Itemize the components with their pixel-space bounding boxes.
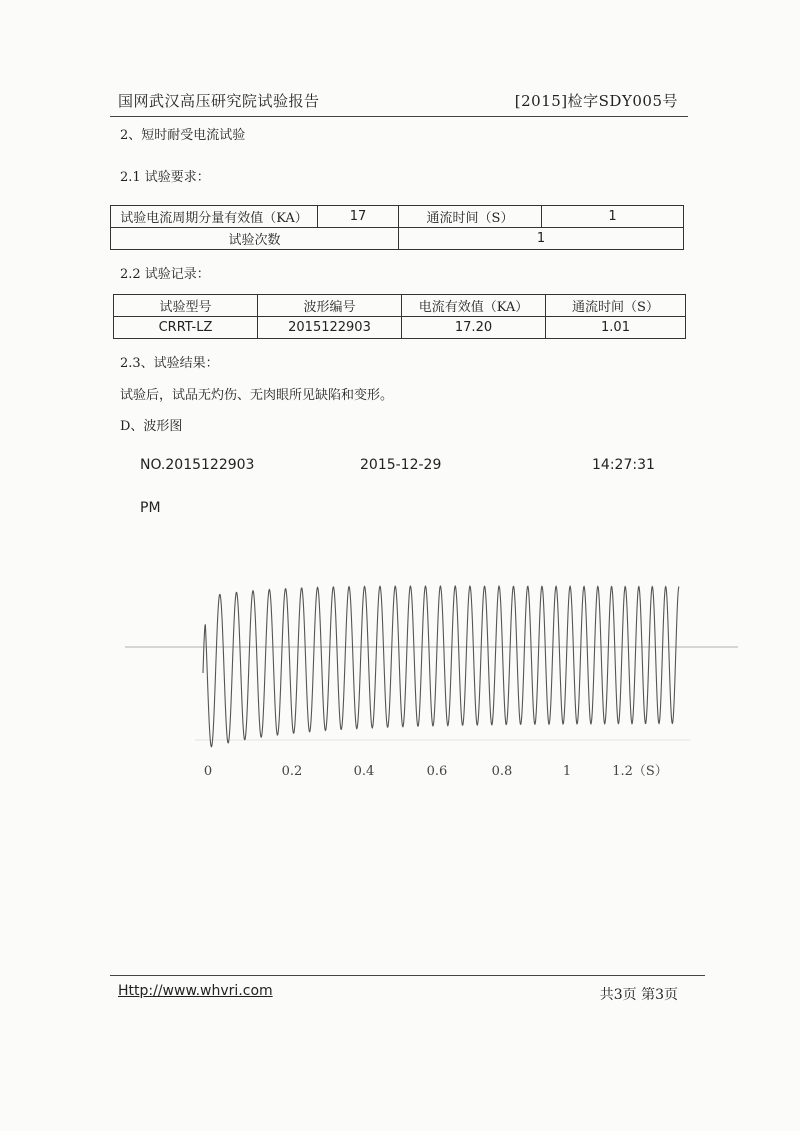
table-cell: 1 bbox=[399, 228, 684, 250]
table-header: 通流时间（S） bbox=[546, 295, 686, 317]
table-cell: 通流时间（S） bbox=[399, 206, 542, 228]
table-cell: 1 bbox=[542, 206, 684, 228]
waveform-trace bbox=[203, 586, 679, 747]
table-cell: 试验电流周期分量有效值（KA） bbox=[111, 206, 318, 228]
table-cell: 试验次数 bbox=[111, 228, 399, 250]
table-cell: CRRT-LZ bbox=[114, 317, 258, 339]
waveform-heading: D、波形图 bbox=[120, 419, 183, 434]
axis-tick-label: 0.8 bbox=[491, 764, 513, 779]
results-heading: 2.3、试验结果： bbox=[120, 356, 219, 371]
table-cell: 17.20 bbox=[402, 317, 546, 339]
waveform-ampm: PM bbox=[140, 500, 161, 516]
report-number: [2015]检字SDY005号 bbox=[514, 92, 678, 110]
axis-tick-label: 0.6 bbox=[426, 764, 448, 779]
axis-tick-label: 0.4 bbox=[353, 764, 375, 779]
axis-tick-label: 0.2 bbox=[281, 764, 303, 779]
records-heading: 2.2 试验记录： bbox=[120, 267, 210, 282]
section-title: 2、短时耐受电流试验 bbox=[120, 128, 246, 143]
axis-tick-label: 1.2（S） bbox=[612, 764, 668, 779]
waveform-number: NO.2015122903 bbox=[140, 457, 255, 473]
website-link[interactable]: Http://www.whvri.com bbox=[118, 983, 273, 999]
table-header: 试验型号 bbox=[114, 295, 258, 317]
table-cell: 1.01 bbox=[546, 317, 686, 339]
report-title: 国网武汉高压研究院试验报告 bbox=[118, 92, 320, 110]
table-header: 波形编号 bbox=[258, 295, 402, 317]
page-indicator: 共3页 第3页 bbox=[599, 987, 678, 1003]
footer-divider bbox=[110, 975, 705, 976]
table-header: 电流有效值（KA） bbox=[402, 295, 546, 317]
waveform-date: 2015-12-29 bbox=[360, 457, 442, 473]
results-text: 试验后，试品无灼伤、无肉眼所见缺陷和变形。 bbox=[120, 388, 394, 403]
table-cell: 2015122903 bbox=[258, 317, 402, 339]
requirements-heading: 2.1 试验要求： bbox=[120, 170, 210, 185]
axis-tick-label: 0 bbox=[203, 764, 213, 779]
table-cell: 17 bbox=[318, 206, 399, 228]
waveform-time: 14:27:31 bbox=[592, 457, 655, 473]
axis-tick-label: 1 bbox=[562, 764, 572, 779]
